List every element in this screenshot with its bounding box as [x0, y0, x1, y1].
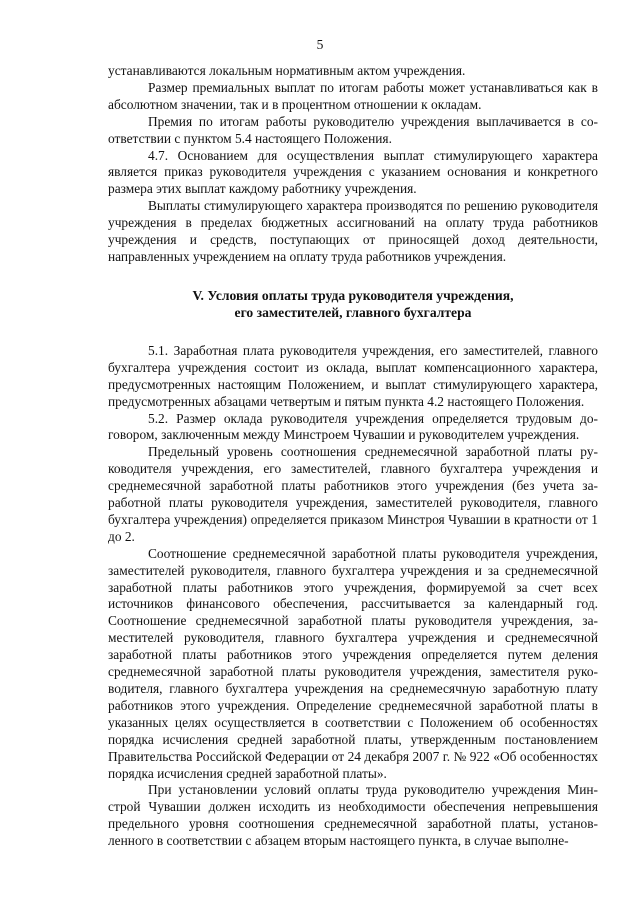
paragraph-max-ratio: Предельный уровень соотношения среднемесячной заработной платы руководителя учреждения, его заместителей, главного бухгалтера учреждения и среднемесячной заработной платы работников этого учреждения (без учета заработной платы руководителя учреждения, заместителей руководителя, главного бухгалтера учреждения) определяется приказом Минстроя Чувашии в кратности от 1 до 2.: [108, 444, 598, 544]
section-heading-line-1: V. Условия оплаты труда руководителя учреждения,: [192, 287, 514, 303]
paragraph-continuation: устанавливаются локальным нормативным актом учреждения.: [108, 63, 466, 78]
paragraph-director-bonus: Премия по итогам работы руководителю учреждения выплачивается в соответствии с пунктом 5.4 настоящего Положения.: [108, 113, 598, 146]
paragraph-5-2: 5.2. Размер оклада руководителя учреждения определяется трудовым договором, заключенным между Минстроем Чувашии и руководителем учреждения.: [108, 410, 598, 443]
section-heading-line-2: его заместителей, главного бухгалтера: [234, 304, 472, 320]
page-content: [108, 63, 598, 850]
paragraph-4-7: 4.7. Основанием для осуществления выплат стимулирующего характера является приказ руководителя учреждения с указанием основания и конкретного размера этих выплат каждому работнику учреждения.: [108, 147, 598, 197]
paragraph-conditions: При установлении условий оплаты труда руководителю учреждения Минстрой Чувашии должен исходить из необходимости обеспечения непревышения предельного уровня соотношения среднемесячной заработной платы, установленного в соответствии с абзацем вторым настоящего пункта, в случае выполне-: [108, 782, 598, 849]
paragraph-bonus-size: Размер премиальных выплат по итогам работы может устанавливаться как в абсолютном значении, так и в процентном отношении к окладам.: [108, 79, 598, 112]
section-heading: [108, 287, 598, 321]
paragraph-5-1: 5.1. Заработная плата руководителя учреждения, его заместителей, главного бухгалтера учреждения состоит из оклада, выплат компенсационного характера, предусмотренных настоящим Положением, и выплат стимулирующего характера, предусмотренных абзацами четвертым и пятым пункта 4.2 настоящего Положения.: [108, 342, 598, 409]
paragraph-ratio-calculation: Соотношение среднемесячной заработной платы руководителя учреждения, заместителей руководителя, главного бухгалтера учреждения и за среднемесячной заработной платы работников этого учреждения, формируемой за счет всех источников финансового обеспечения, рассчитывается за календарный год. Соотношение среднемесячной заработной платы руководителя учреждения, заместителей руководителя, главного бухгалтера учреждения и среднемесячной заработной платы работников этого учреждения определяется путем деления среднемесячной заработной платы руководителя учреждения, заместителя руководителя, главного бухгалтера учреждения на среднемесячную заработную плату работников этого учреждения. Определение среднемесячной заработной платы в указанных целях осуществляется в соответствии с Положением об особенностях порядка исчисления средней заработной платы, утвержденным постановлением Правительства Российской Федерации от 24 декабря 2007 г. № 922 «Об особенностях порядка исчисления средней заработной платы».: [108, 545, 598, 781]
paragraph-stimulating-payments: Выплаты стимулирующего характера производятся по решению руководителя учреждения в пределах бюджетных ассигнований на оплату труда работников учреждения и средств, поступающих от приносящей доход деятельности, направленных учреждением на оплату труда работников учреждения.: [108, 198, 598, 264]
page-number: 5: [316, 37, 324, 52]
